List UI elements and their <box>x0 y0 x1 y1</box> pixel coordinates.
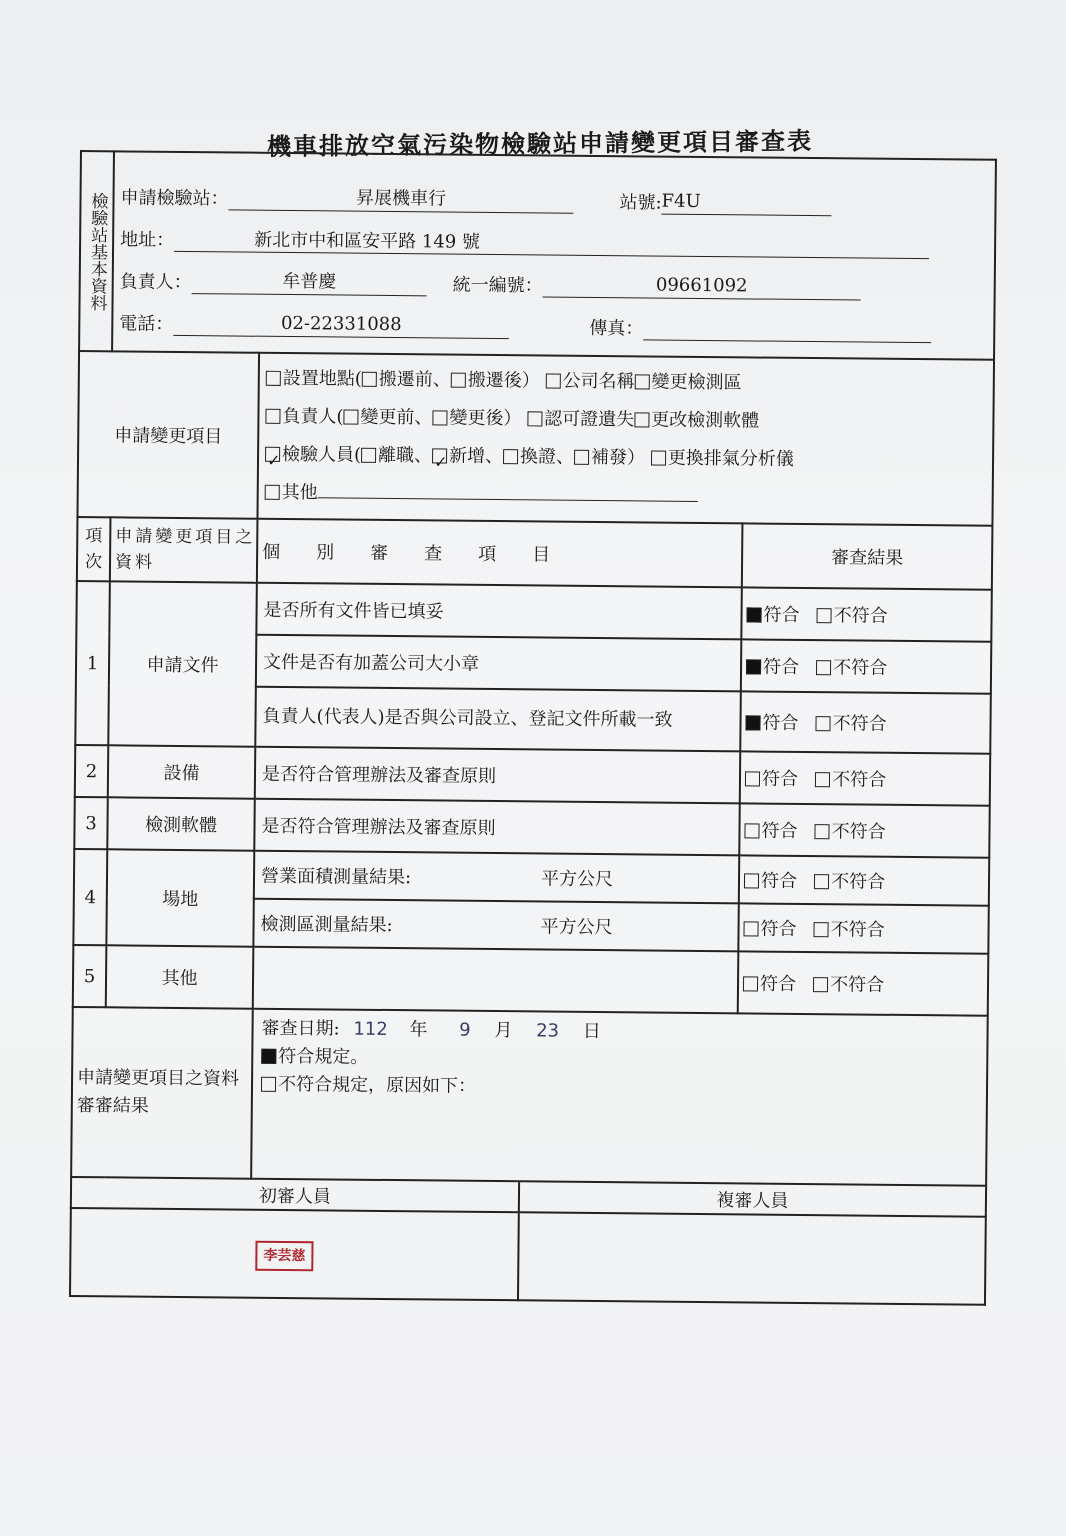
checkbox[interactable] <box>816 716 831 731</box>
result-pass-label: 符合 <box>759 973 797 995</box>
option-label: 負責人( <box>282 405 344 428</box>
checkbox[interactable] <box>815 772 830 787</box>
form-title: 機車排放空氣污染物檢驗站申請變更項目審查表 <box>266 126 814 161</box>
option-label: 檢驗人員( <box>281 443 362 466</box>
date-day: 23 <box>536 1020 560 1042</box>
checkbox[interactable] <box>634 374 649 389</box>
address-label: 地址： <box>120 229 175 251</box>
option-label: 其他 <box>281 481 318 504</box>
checkbox[interactable] <box>816 660 831 675</box>
option-label: 補發） <box>591 446 646 469</box>
station-row <box>114 167 994 217</box>
conclusion-not-ok-label: 不符合規定，原因如下： <box>277 1073 477 1097</box>
first-reviewer-signature <box>70 1208 519 1300</box>
checkbox[interactable] <box>362 372 377 387</box>
year-unit: 年 <box>409 1019 428 1041</box>
date-month: 9 <box>459 1019 471 1041</box>
result-fail-label: 不符合 <box>833 605 888 627</box>
option-label: 更改檢測軟體 <box>651 409 760 432</box>
option-label: 認可證遺失 <box>544 408 635 431</box>
result-cell <box>739 855 989 905</box>
address-row <box>114 209 994 259</box>
row-no: 1 <box>75 581 110 745</box>
checkbox-filled[interactable] <box>745 715 760 730</box>
result-cell <box>740 751 991 805</box>
row-item: 申請文件 <box>108 581 257 746</box>
checkbox[interactable] <box>261 1077 276 1092</box>
phone-row <box>113 293 993 343</box>
result-pass-label: 符合 <box>762 656 800 678</box>
checkbox[interactable] <box>574 450 589 465</box>
row-item: 其他 <box>106 945 254 1008</box>
option-label: 換證、 <box>520 446 575 468</box>
result-pass-label: 符合 <box>760 918 797 940</box>
checkbox[interactable] <box>451 373 466 388</box>
checkbox[interactable] <box>817 608 832 623</box>
unit-label: 平方公尺 <box>540 868 614 891</box>
result-pass-label: 符合 <box>761 820 798 842</box>
checkbox[interactable] <box>265 409 280 424</box>
result-cell <box>738 951 989 1015</box>
result-fail-label: 不符合 <box>830 919 885 941</box>
date-label: 審查日期: <box>261 1017 340 1040</box>
fax-value <box>643 315 931 343</box>
checkbox[interactable] <box>743 921 758 936</box>
checkbox[interactable] <box>545 373 560 388</box>
checkbox[interactable] <box>813 977 828 992</box>
result-cell <box>740 691 991 753</box>
option-label: 搬遷前、 <box>378 368 451 391</box>
form-table <box>70 150 997 1187</box>
row-no: 3 <box>74 797 107 849</box>
option-label: 變更檢測區 <box>651 371 742 394</box>
result-cell <box>741 587 992 641</box>
conclusion-ok-label: 符合規定。 <box>278 1045 369 1068</box>
check-text: 文件是否有加蓋公司大小章 <box>256 635 741 692</box>
row-item: 設備 <box>108 745 255 798</box>
checkbox[interactable] <box>343 410 358 425</box>
option-label: 離職、 <box>378 444 433 467</box>
checkbox[interactable] <box>815 824 830 839</box>
option-label: 變更前、 <box>360 406 433 429</box>
checkbox[interactable] <box>743 976 758 991</box>
option-label: 搬遷後） <box>467 369 540 392</box>
fax-label: 傳真： <box>589 317 644 340</box>
check-text: 檢測區測量結果: <box>260 913 393 937</box>
header-item-data: 申請變更項目之資料 <box>110 517 258 582</box>
conclusion-not-ok-row <box>261 1070 978 1105</box>
checkbox-checked[interactable] <box>265 447 280 462</box>
checkbox[interactable] <box>265 485 280 500</box>
basic-info-label: 檢驗站基本資料 <box>79 151 114 351</box>
checkbox[interactable] <box>814 922 829 937</box>
review-form <box>69 150 995 1294</box>
result-fail-label: 不符合 <box>833 657 888 679</box>
row-no: 2 <box>75 745 108 797</box>
check-text <box>253 947 739 1014</box>
result-fail-label: 不符合 <box>831 821 886 843</box>
basic-info-block <box>112 151 996 359</box>
owner-value: 牟普慶 <box>192 269 427 296</box>
result-pass-label: 符合 <box>761 768 799 790</box>
checkbox[interactable] <box>266 371 281 386</box>
checkbox[interactable] <box>527 411 542 426</box>
checkbox[interactable] <box>361 448 376 463</box>
phone-label: 電話： <box>119 313 174 335</box>
checkbox-filled[interactable] <box>746 607 761 622</box>
option-label: 新增、 <box>449 445 504 468</box>
unit-label: 平方公尺 <box>540 916 613 939</box>
checkbox-filled[interactable] <box>746 659 761 674</box>
date-year: 112 <box>353 1018 388 1040</box>
result-pass-label: 符合 <box>763 604 800 626</box>
result-fail-label: 不符合 <box>830 974 885 996</box>
tax-id-label: 統一編號： <box>452 274 543 297</box>
checkbox-filled[interactable] <box>261 1049 276 1064</box>
check-text: 營業面積測量結果: <box>260 865 412 889</box>
checkbox[interactable] <box>634 412 649 427</box>
station-no-value: F4U <box>661 190 831 217</box>
option-label: 公司名稱 <box>562 370 635 393</box>
change-line-4 <box>265 474 986 519</box>
result-cell <box>738 903 988 953</box>
conclusion-block <box>251 1009 988 1186</box>
result-cell <box>741 639 992 693</box>
owner-label: 負責人： <box>119 271 192 294</box>
owner-row <box>114 251 994 301</box>
change-items-options <box>257 353 994 526</box>
second-reviewer-signature <box>518 1212 986 1304</box>
row-item: 場地 <box>106 849 254 946</box>
row-item: 檢測軟體 <box>107 797 254 850</box>
option-label: 變更後） <box>449 407 522 430</box>
result-fail-label: 不符合 <box>832 769 887 791</box>
checkbox[interactable] <box>503 449 518 464</box>
checkbox[interactable] <box>744 823 759 838</box>
change-items-label: 申請變更項目 <box>77 351 259 519</box>
result-pass-label: 符合 <box>760 870 798 892</box>
checkbox[interactable] <box>814 874 829 889</box>
reviewer-stamp: 李芸慈 <box>255 1241 313 1272</box>
second-reviewer-header: 複審人員 <box>519 1182 986 1216</box>
option-label: 設置地點( <box>282 367 362 390</box>
checkbox-checked[interactable] <box>432 448 447 463</box>
check-text: 是否符合管理辦法及審查原則 <box>254 799 739 856</box>
header-item-no: 項次 <box>77 517 111 581</box>
conclusion-label: 申請變更項目之資料審審結果 <box>71 1007 253 1179</box>
header-check-items: 個 別 審 查 項 目 <box>257 519 743 588</box>
result-cell <box>739 803 990 857</box>
checkbox[interactable] <box>745 771 760 786</box>
tax-id-value: 09661092 <box>543 272 861 300</box>
station-no-label: 站號: <box>619 192 662 214</box>
row-no: 4 <box>73 849 107 945</box>
result-fail-label: 不符合 <box>832 713 887 735</box>
first-reviewer-header: 初審人員 <box>71 1178 519 1212</box>
option-label: 更換排氣分析儀 <box>667 447 794 470</box>
check-text-cell <box>253 899 738 952</box>
check-text: 負責人(代表人)是否與公司設立、登記文件所載一致 <box>255 687 741 752</box>
result-pass-label: 符合 <box>762 712 799 734</box>
result-fail-label: 不符合 <box>831 871 886 893</box>
checkbox[interactable] <box>432 410 447 425</box>
station-value: 昇展機車行 <box>228 185 573 213</box>
month-unit: 月 <box>494 1020 513 1042</box>
checkbox[interactable] <box>744 873 759 888</box>
day-unit: 日 <box>582 1020 601 1043</box>
station-label: 申請檢驗站： <box>120 187 229 210</box>
row-no: 5 <box>73 945 107 1007</box>
check-text-cell <box>254 851 739 904</box>
other-blank[interactable] <box>318 479 698 502</box>
phone-value: 02-22331088 <box>173 311 509 339</box>
header-result: 審查結果 <box>742 523 993 589</box>
address-value: 新北市中和區安平路 149 號 <box>174 228 929 259</box>
signature-table <box>69 1178 987 1306</box>
checkbox[interactable] <box>651 450 666 465</box>
check-text: 是否所有文件皆已填妥 <box>256 583 741 640</box>
check-text: 是否符合管理辦法及審查原則 <box>255 747 740 804</box>
